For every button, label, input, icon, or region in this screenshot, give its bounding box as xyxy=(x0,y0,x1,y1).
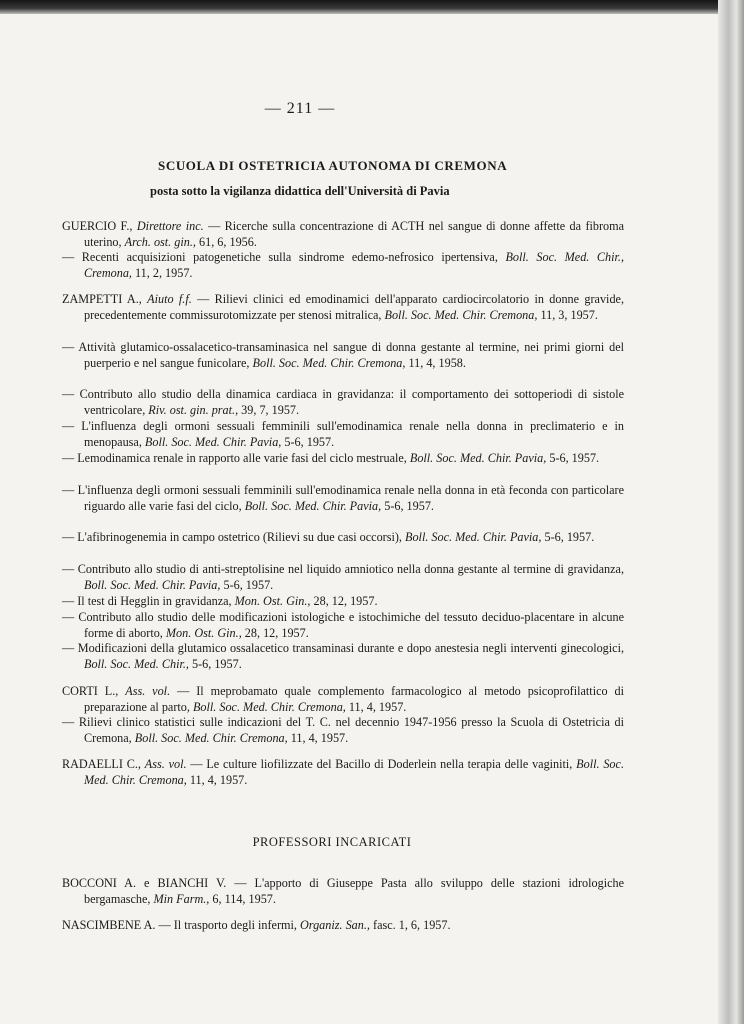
bibliography-entry xyxy=(62,530,624,546)
bibliography-entry xyxy=(62,876,624,907)
entry-ref: 5-6, 1957. xyxy=(284,434,335,449)
entry-text: — Le culture liofilizzate del Bacillo di Doderlein nella terapia delle vaginiti, xyxy=(190,757,573,771)
entry-journal: Organiz. San., xyxy=(299,918,370,932)
entry-author: — xyxy=(62,419,75,433)
bibliography-entry xyxy=(62,684,624,715)
entry-ref: 5-6, 1957. xyxy=(384,498,434,513)
entry-ref: 61, 6, 1956. xyxy=(199,234,257,249)
entry-ref: 11, 4, 1957. xyxy=(348,699,407,714)
entry-author: — xyxy=(62,483,75,497)
entry-journal: Mon. Ost. Gin., xyxy=(165,625,242,640)
entry-author: BOCCONI A. e BIANCHI V. xyxy=(62,876,227,890)
entry-journal: Min Farm., xyxy=(153,891,210,906)
entry-journal: Boll. Soc. Med. Chir. Pavia, xyxy=(405,530,542,544)
entry-journal: Boll. Soc. Med. Chir. Cremona, xyxy=(252,355,406,370)
entry-journal: Mon. Ost. Gin., xyxy=(234,594,311,608)
entry-author: — xyxy=(62,641,75,655)
entry-journal: Boll. Soc. Med. Chir. Cremona, xyxy=(134,730,288,745)
page-number: — 211 — xyxy=(264,100,336,117)
entry-journal: Boll. Soc. Med. Chir. Pavia, xyxy=(409,451,547,465)
entry-ref: 11, 4, 1957. xyxy=(189,772,248,787)
entry-text: L'influenza degli ormoni sessuali femminili sull'emodinamica renale nella donna in preclimaterio e in menopausa, xyxy=(81,419,625,449)
bibliography-entry xyxy=(62,641,624,672)
entry-text: L'influenza degli ormoni sessuali femminili sull'emodinamica renale nella donna in età feconda con particolare riguardo alle varie fasi del ciclo, xyxy=(77,483,624,513)
entry-author: NASCIMBENE A. xyxy=(62,918,156,932)
entry-role: Ass. vol. xyxy=(125,684,171,698)
entry-author: — xyxy=(62,594,75,608)
scan-binding-edge xyxy=(718,0,744,1024)
entry-ref: fasc. 1, 6, 1957. xyxy=(373,918,451,932)
entry-ref: 11, 3, 1957. xyxy=(540,307,598,322)
entry-ref: 11, 4, 1957. xyxy=(290,730,349,745)
scan-top-edge xyxy=(0,0,744,14)
entry-author: — xyxy=(62,451,75,465)
entry-text: Contributo allo studio delle modificazioni istologiche e istochimiche del tessuto deciduo-placentare in alcune forme di aborto, xyxy=(78,610,625,640)
entry-author: — xyxy=(62,562,75,576)
entry-author: — xyxy=(62,610,75,624)
bibliography-entry xyxy=(62,292,624,323)
school-subtitle: posta sotto la vigilanza didattica dell'Università di Pavia xyxy=(150,184,450,198)
entry-text: Contributo allo studio di anti-streptolisine nel liquido amniotico nella donna gestante al termine di gravidanza, xyxy=(77,562,625,576)
entry-journal: Boll. Soc. Med. Chir. Pavia, xyxy=(84,577,221,592)
entry-text: L'afibrinogenemia in campo ostetrico (Rilievi su due casi occorsi), xyxy=(77,530,402,544)
entry-ref: 11, 4, 1958. xyxy=(408,355,466,370)
entry-text: Lemodinamica renale in rapporto alle varie fasi del ciclo mestruale, xyxy=(77,451,407,465)
bibliography-entry xyxy=(62,451,624,467)
bibliography-entry xyxy=(62,918,624,934)
entry-ref: 5-6, 1957. xyxy=(544,530,595,544)
entry-author: — xyxy=(62,250,75,264)
entry-role: Aiuto f.f. xyxy=(147,292,192,306)
entry-journal: Riv. ost. gin. prat., xyxy=(148,402,239,417)
bibliography-entry xyxy=(62,757,624,788)
entry-ref: 28, 12, 1957. xyxy=(244,625,309,640)
entry-author: CORTI L., xyxy=(62,684,119,698)
entry-journal: Boll. Soc. Med. Chir. Cremona, xyxy=(84,757,624,787)
entry-author: — xyxy=(62,715,75,729)
entry-text: Rilievi clinico statistici sulle indicazioni del T. C. nel decennio 1947-1956 presso la Scuola di Ostetricia di Cremona, xyxy=(78,715,625,745)
entry-role: Direttore inc. xyxy=(136,219,204,233)
bibliography-entry xyxy=(62,715,624,746)
entry-role: Ass. vol. xyxy=(144,757,187,771)
bibliography-entry xyxy=(62,219,624,250)
entry-author: ZAMPETTI A., xyxy=(62,292,142,306)
entry-text: — Il meprobamato quale complemento farmacologico al metodo psicoprofilattico di preparazione al parto, xyxy=(84,684,625,714)
entry-journal: Boll. Soc. Med. Chir., xyxy=(84,656,189,671)
entry-text: Modificazioni della glutamico ossalacetico transaminasi durante e dopo anestesia negli interventi ginecologici, xyxy=(77,641,625,655)
entry-journal: Boll. Soc. Med. Chir. Cremona, xyxy=(384,307,538,322)
entry-text: Contributo allo studio della dinamica cardiaca in gravidanza: il comportamento dei sottoperiodi di sistole ventricolare, xyxy=(79,387,624,417)
entry-ref: 28, 12, 1957. xyxy=(313,594,378,608)
entry-journal: Arch. ost. gin., xyxy=(124,234,196,249)
entry-ref: 6, 114, 1957. xyxy=(212,891,276,906)
entry-ref: 39, 7, 1957. xyxy=(241,402,300,417)
entry-author: RADAELLI C., xyxy=(62,757,141,771)
school-title: SCUOLA DI OSTETRICIA AUTONOMA DI CREMONA xyxy=(158,158,508,173)
entry-text: — Ricerche sulla concentrazione di ACTH nel sangue di donne affette da fibroma uterino, xyxy=(84,219,625,249)
entry-author: — xyxy=(62,530,75,544)
entry-journal: Boll. Soc. Med. Chir. Pavia, xyxy=(144,434,282,449)
bibliography-entry xyxy=(62,340,624,371)
entry-text: — Il trasporto degli infermi, xyxy=(158,918,297,932)
entry-text: Il test di Hegglin in gravidanza, xyxy=(77,594,232,608)
bibliography-entry xyxy=(62,250,624,281)
entry-ref: 11, 2, 1957. xyxy=(135,265,193,280)
bibliography-entry xyxy=(62,419,624,450)
entry-text: Recenti acquisizioni patogenetiche sulla sindrome edemo-nefrosico ipertensiva, xyxy=(81,250,498,264)
entry-ref: 5-6, 1957. xyxy=(191,656,242,671)
entry-journal: Boll. Soc. Med. Chir., Cremona, xyxy=(84,250,625,280)
bibliography-entry xyxy=(62,483,624,514)
entry-text: — L'apporto di Giuseppe Pasta allo sviluppo delle stazioni idrologiche bergamasche, xyxy=(84,876,625,906)
entry-ref: 5-6, 1957. xyxy=(223,577,274,592)
entry-journal: Boll. Soc. Med. Chir. Cremona, xyxy=(192,699,346,714)
bibliography-entry xyxy=(62,387,624,418)
entry-journal: Boll. Soc. Med. Chir. Pavia, xyxy=(244,498,382,513)
section-title: PROFESSORI INCARICATI xyxy=(252,835,412,849)
entry-ref: 5-6, 1957. xyxy=(549,451,600,465)
entry-text: Attività glutamico-ossalacetico-transaminasica nel sangue di donna gestante al termine, nei primi giorni del puerperio e nel sangue funicolare, xyxy=(78,340,624,370)
entry-author: — xyxy=(62,387,75,401)
entry-author: — xyxy=(62,340,75,354)
entry-author: GUERCIO F., xyxy=(62,219,133,233)
bibliography-entry xyxy=(62,594,624,610)
bibliography-entry xyxy=(62,610,624,641)
entry-text: — Rilievi clinici ed emodinamici dell'apparato cardiocircolatorio in donne gravide, precedentemente commissurotomizzate per stenosi mitralica, xyxy=(84,292,624,322)
bibliography-entry xyxy=(62,562,624,593)
